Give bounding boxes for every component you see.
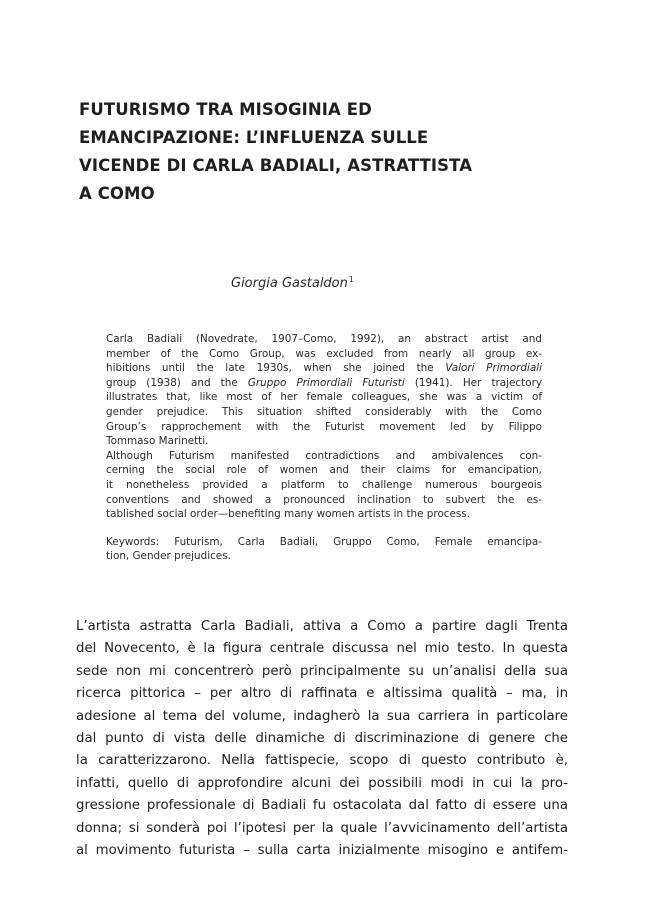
abstract-line: group (1938) and the Gruppo Primordiali Futuristi (1941). Her trajectory: [106, 376, 542, 389]
abstract-line: illustrates that, like most of her female colleagues, she was a victim of: [106, 391, 542, 404]
abstract-line: Although Futurism manifested contradictions and ambivalences con-: [106, 449, 542, 462]
abstract-line: tablished social order—benefiting many women artists in the process.: [106, 508, 471, 521]
body-line: ricerca pittorica – per altro di raffinata e altissima qualità – ma, in: [76, 686, 568, 702]
body-line: sede non mi concentrerò però principalmente su un’analisi della sua: [76, 663, 568, 679]
abstract-line: hibitions until the late 1930s, when she joined the Valori Primordiali: [106, 362, 542, 375]
abstract-italic-title: Valori Primordiali: [445, 362, 542, 375]
body-line: donna; si sonderà poi l’ipotesi per la quale l’avvicinamento dell’artista: [76, 820, 568, 836]
body-line: la caratterizzarono. Nella fattispecie, scopo di questo contributo è,: [76, 753, 568, 769]
author-byline: [231, 275, 354, 291]
abstract-line: it nonetheless provided a platform to challenge numerous bourgeois: [106, 478, 542, 491]
abstract-italic-title: Gruppo Primordiali Futuristi: [247, 376, 405, 389]
body-line: adesione al tema del volume, indagherò la sua carriera in particolare: [76, 708, 568, 724]
abstract-line: Carla Badiali (Novedrate, 1907–Como, 1992), an abstract artist and: [106, 333, 542, 345]
body-line: infatti, quello di approfondire alcuni dei possibili modi in cui la pro-: [76, 775, 568, 791]
body-line: del Novecento, è la figura centrale discussa nel mio testo. In questa: [76, 641, 568, 657]
keywords-line: tion, Gender prejudices.: [106, 550, 231, 563]
author-name: Giorgia Gastaldon: [231, 276, 348, 291]
abstract-line: cerning the social role of women and their claims for emancipation,: [106, 464, 542, 477]
title-line: FUTURISMO TRA MISOGINIA ED: [79, 100, 372, 119]
keywords-line: Keywords: Futurism, Carla Badiali, Gruppo Como, Female emancipa-: [106, 535, 542, 548]
body-line: gressione professionale di Badiali fu ostacolata dal fatto di essere una: [76, 798, 568, 814]
body-line: L’artista astratta Carla Badiali, attiva a Como a partire dagli Trenta: [76, 619, 568, 634]
title-line: EMANCIPAZIONE: L’INFLUENZA SULLE: [79, 128, 429, 147]
body-line: al movimento futurista – sulla carta inizialmente misogino e antifem-: [76, 843, 568, 859]
title-line: A COMO: [79, 184, 155, 203]
abstract-line: Group’s rapprochement with the Futurist movement led by Filippo: [106, 420, 542, 433]
abstract-line: gender prejudice. This situation shifted considerably with the Como: [106, 405, 542, 418]
abstract-line: Tommaso Marinetti.: [106, 435, 209, 448]
body-paragraph: [76, 616, 568, 862]
article-title: [79, 96, 579, 208]
abstract: [106, 332, 542, 564]
title-line: VICENDE DI CARLA BADIALI, ASTRATTISTA: [79, 156, 473, 175]
footnote-marker[interactable]: 1: [348, 275, 354, 284]
abstract-line: conventions and showed a pronounced inclination to subvert the es-: [106, 493, 542, 506]
abstract-line: member of the Como Group, was excluded from nearly all group ex-: [106, 347, 542, 360]
body-line: dal punto di vista delle dinamiche di discriminazione di genere che: [76, 731, 568, 747]
